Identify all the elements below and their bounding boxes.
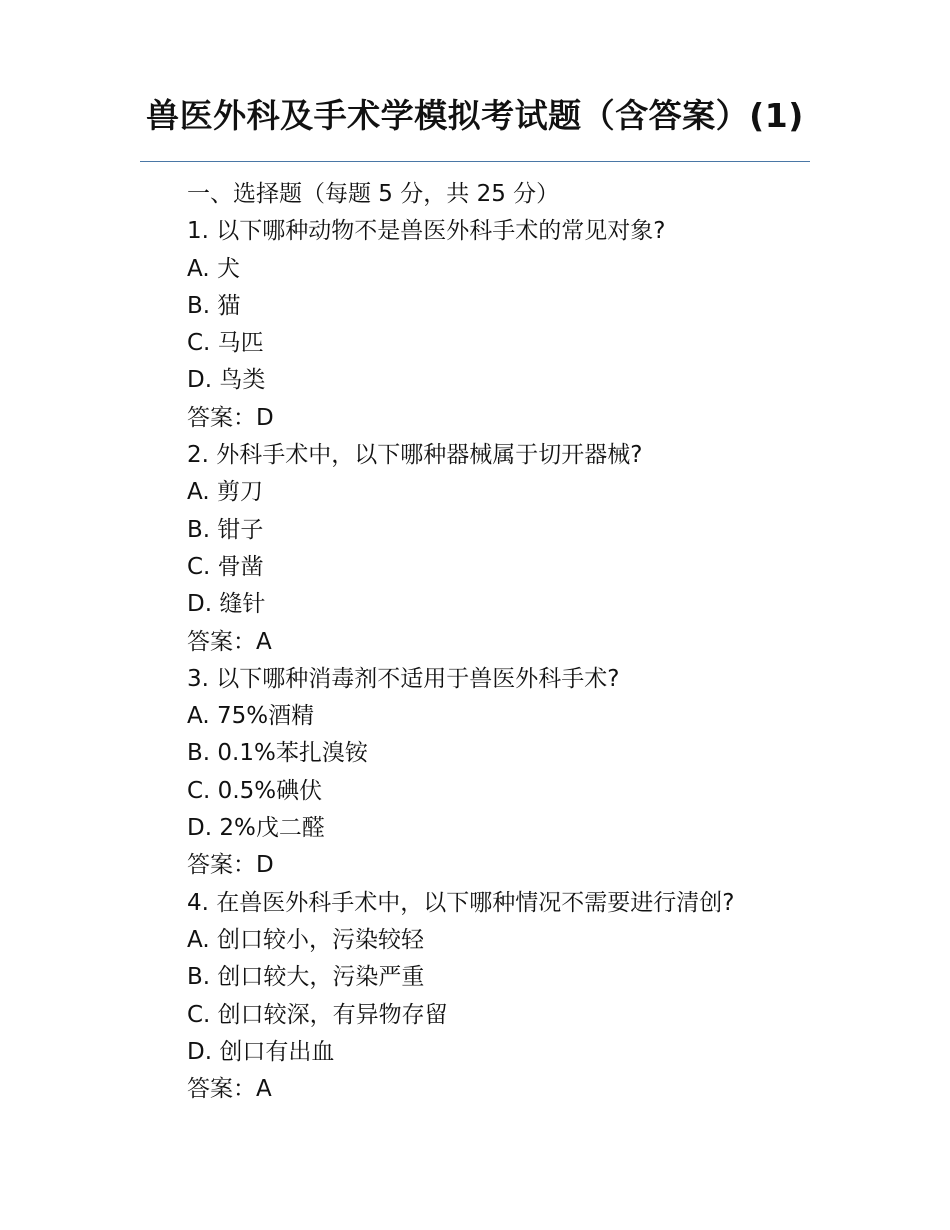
option-a: A. 75%酒精 (187, 703, 315, 730)
question-4 (187, 885, 827, 1109)
question-stem: 4. 在兽医外科手术中，以下哪种情况不需要进行清创? (187, 889, 735, 916)
option-d: D. 鸟类 (187, 367, 266, 394)
option-c: C. 骨凿 (187, 553, 264, 580)
question-stem: 3. 以下哪种消毒剂不适用于兽医外科手术? (187, 665, 620, 692)
option-b: B. 猫 (187, 292, 241, 319)
question-stem: 2. 外科手术中，以下哪种器械属于切开器械? (187, 442, 643, 469)
question-1 (187, 213, 827, 437)
title-divider (140, 161, 810, 162)
document-title: 兽医外科及手术学模拟考试题（含答案）(1) (146, 96, 804, 135)
option-a: A. 创口较小，污染较轻 (187, 926, 424, 953)
option-b: B. 钳子 (187, 516, 264, 543)
option-c: C. 0.5%碘伏 (187, 777, 323, 804)
option-d: D. 创口有出血 (187, 1038, 335, 1065)
option-c: C. 创口较深，有异物存留 (187, 1001, 448, 1028)
option-d: D. 缝针 (187, 591, 266, 618)
answer-line: 答案：A (187, 628, 272, 655)
section-heading: 一、选择题（每题 5 分，共 25 分） (187, 181, 560, 207)
option-b: B. 创口较大，污染严重 (187, 964, 425, 991)
option-a: A. 犬 (187, 255, 240, 282)
answer-line: 答案：D (187, 404, 274, 431)
option-c: C. 马匹 (187, 330, 264, 357)
question-2 (187, 437, 827, 661)
option-d: D. 2%戊二醛 (187, 815, 325, 842)
answer-line: 答案：A (187, 1076, 272, 1103)
question-3 (187, 661, 827, 885)
option-b: B. 0.1%苯扎溴铵 (187, 740, 368, 767)
option-a: A. 剪刀 (187, 479, 263, 506)
question-stem: 1. 以下哪种动物不是兽医外科手术的常见对象? (187, 218, 666, 245)
answer-line: 答案：D (187, 852, 274, 879)
exam-content (187, 176, 827, 1108)
